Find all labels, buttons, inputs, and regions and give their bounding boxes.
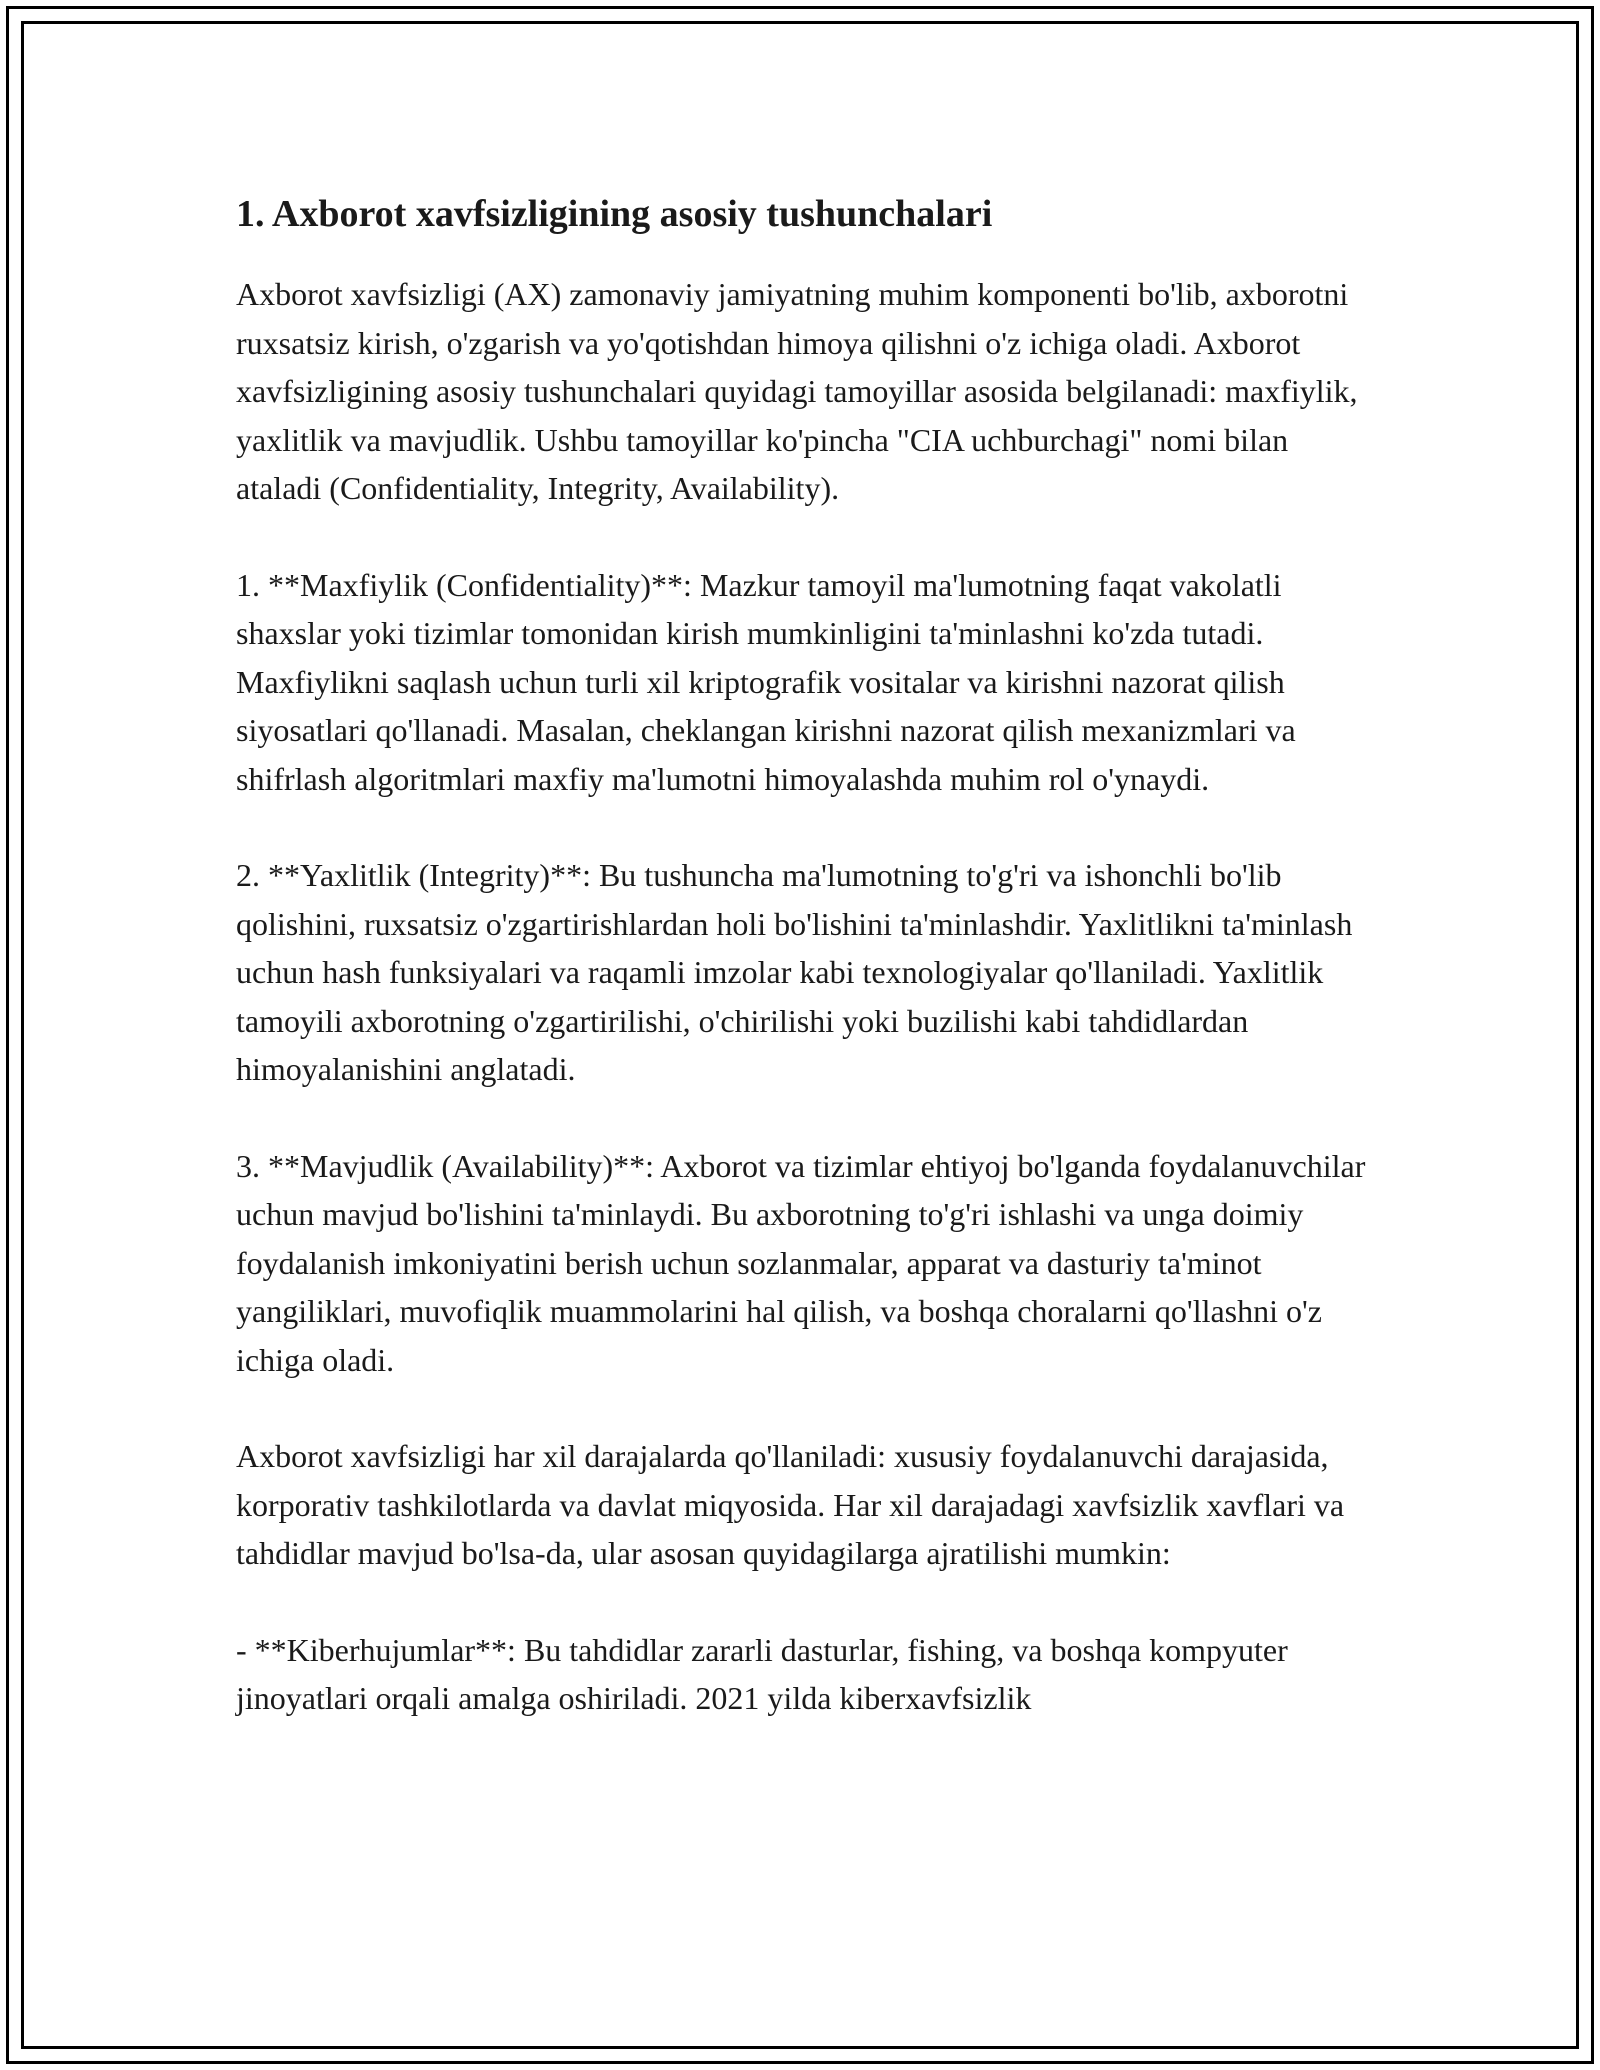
paragraph-confidentiality: 1. **Maxfiylik (Confidentiality)**: Mazkur tamoyil ma'lumotning faqat vakolatli shaxslar yoki tizimlar tomonidan kirish mumkinligini ta'minlashni ko'zda tutadi. Maxfiylikni saqlash uchun turli xil kriptografik vositalar va kirishni nazorat qilish siyosatlari qo'llanadi. Masalan, cheklangan kirishni nazorat qilish mexanizmlari va shifrlash algoritmlari maxfiy ma'lumotni himoyalashda muhim rol o'ynaydi. <box>236 566 1296 797</box>
paragraph-intro: Axborot xavfsizligi (AX) zamonaviy jamiyatning muhim komponenti bo'lib, axborotni ruxsatsiz kirish, o'zgarish va yo'qotishdan himoya qilishni o'z ichiga oladi. Axborot xavfsizligining asosiy tushunchalari quyidagi tamoyillar asosida belgilanadi: maxfiylik, yaxlitlik va mavjudlik. Ushbu tamoyillar ko'pincha "CIA uchburchagi" nomi bilan ataladi (Confidentiality, Integrity, Availability). <box>236 276 1358 506</box>
section-heading: 1. Axborot xavfsizligining asosiy tushunchalari <box>236 193 993 235</box>
document-body <box>236 188 1366 1723</box>
paragraph-availability: 3. **Mavjudlik (Availability)**: Axborot va tizimlar ehtiyoj bo'lganda foydalanuvchilar uchun mavjud bo'lishini ta'minlaydi. Bu axborotning to'g'ri ishlashi va unga doimiy foydalanish imkoniyatini berish uchun sozlanmalar, apparat va dasturiy ta'minot yangiliklari, muvofiqlik muammolarini hal qilish, va boshqa choralarni qo'llashni o'z ichiga oladi. <box>236 1147 1366 1378</box>
paragraph-levels: Axborot xavfsizligi har xil darajalarda qo'llaniladi: xususiy foydalanuvchi darajasida, korporativ tashkilotlarda va davlat miqyosida. Har xil darajadagi xavfsizlik xavflari va tahdidlar mavjud bo'lsa-da, ular asosan quyidagilarga ajratilishi mumkin: <box>236 1438 1345 1571</box>
paragraph-cyberattacks: - **Kiberhujumlar**: Bu tahdidlar zararli dasturlar, fishing, va boshqa kompyuter jinoyatlari orqali amalga oshiriladi. 2021 yilda kiberxavfsizlik <box>236 1631 1288 1716</box>
paragraph-integrity: 2. **Yaxlitlik (Integrity)**: Bu tushuncha ma'lumotning to'g'ri va ishonchli bo'lib qolishini, ruxsatsiz o'zgartirishlardan holi bo'lishini ta'minlashdir. Yaxlitlikni ta'minlash uchun hash funksiyalari va raqamli imzolar kabi texnologiyalar qo'llaniladi. Yaxlitlik tamoyili axborotning o'zgartirilishi, o'chirilishi yoki buzilishi kabi tahdidlardan himoyalanishini anglatadi. <box>236 857 1353 1087</box>
